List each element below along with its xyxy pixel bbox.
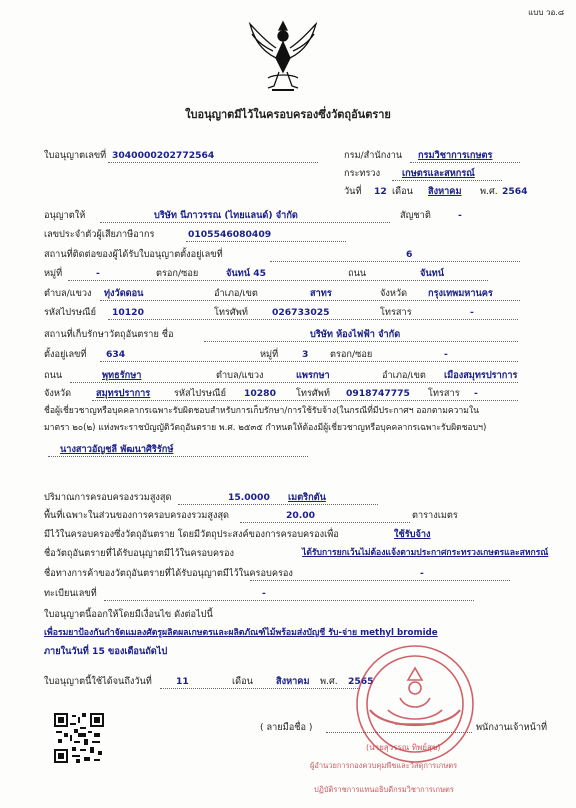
- storage-soi-value: -: [444, 349, 448, 360]
- ministry-label: กระทรวง: [344, 168, 381, 179]
- storage-phone-value: 0918747775: [346, 388, 410, 399]
- phone-label: โทรศัพท์: [214, 307, 248, 318]
- nationality-value: -: [458, 210, 462, 221]
- province-value: กรุงเทพมหานคร: [428, 288, 493, 299]
- dept-label: กรม/สำนักงาน: [344, 150, 403, 161]
- storage-district-label: อำเภอ/เขต: [382, 370, 426, 381]
- issue-day: 12: [374, 186, 387, 197]
- conditions-line1: เพื่อรมยาป้องกันกำจัดแมลงศัตรูผลิตผลเกษตรและผลิตภัณฑ์ไม้พร้อมส่งบัญชี รับ-จ่าย methyl bromide: [44, 628, 438, 638]
- subdistrict-label: ตำบล/แขวง: [44, 288, 92, 299]
- area-value: 20.00: [286, 510, 316, 521]
- address-label: สถานที่ติดต่อของผู้ได้รับใบอนุญาตตั้งอยู่เลขที่: [44, 249, 223, 260]
- taxid-value: 0105546080409: [188, 229, 272, 240]
- storage-postal-value: 10280: [244, 388, 276, 399]
- phone-value: 026733025: [272, 307, 330, 318]
- postal-label: รหัสไปรษณีย์: [44, 307, 96, 318]
- expiry-year-label: พ.ศ.: [320, 676, 338, 687]
- subdistrict-value: ทุ่งวัดดอน: [104, 288, 144, 299]
- license-number: 3040000202772564: [112, 150, 215, 161]
- garuda-emblem-icon: [246, 18, 320, 94]
- trade-name-label: ชื่อทางการค้าของวัตถุอันตรายที่ได้รับอนุญาตมีไว้ในครอบครอง: [44, 568, 293, 579]
- storage-address-number: 634: [106, 349, 126, 360]
- storage-province-value: สมุทรปราการ: [96, 388, 151, 399]
- quantity-label: ปริมาณการครอบครองรวมสูงสุด: [44, 492, 172, 503]
- fax-label: โทรสาร: [380, 307, 412, 318]
- quantity-unit: เมตริกตัน: [288, 492, 326, 503]
- license-number-label: ใบอนุญาตเลขที่: [44, 150, 107, 161]
- storage-moo-value: 3: [302, 349, 309, 360]
- date-label: วันที่: [344, 186, 362, 197]
- issue-year: 2564: [502, 186, 528, 197]
- district-value: สาทร: [310, 288, 332, 299]
- area-label: พื้นที่เฉพาะในส่วนของการครอบครองรวมสูงสุด: [44, 510, 230, 521]
- purpose-label: มีไว้ในครอบครองซึ่งวัตถุอันตราย โดยมีวัตถุประสงค์ของการครอบครองเพื่อ: [44, 529, 339, 540]
- storage-soi-label: ตรอก/ซอย: [330, 349, 373, 360]
- expiry-month-label: เดือน: [232, 676, 253, 687]
- document-title: ใบอนุญาตมีไว้ในครอบครองซึ่งวัตถุอันตราย: [185, 108, 391, 121]
- expiry-label: ใบอนุญาตนี้ใช้ได้จนถึงวันที่: [44, 676, 152, 687]
- nationality-label: สัญชาติ: [400, 210, 431, 221]
- registration-label: ทะเบียนเลขที่: [44, 588, 97, 599]
- storage-fax-label: โทรสาร: [428, 388, 460, 399]
- quantity-value: 15.0000: [228, 492, 270, 503]
- storage-postal-label: รหัสไปรษณีย์: [174, 388, 226, 399]
- soi-label: ตรอก/ซอย: [156, 268, 199, 279]
- road-label: ถนน: [348, 268, 367, 279]
- substance-value: ได้รับการยกเว้นไม่ต้องแจ้งตามประกาศกระทรวงเกษตรและสหกรณ์: [302, 548, 549, 558]
- storage-province-label: จังหวัด: [44, 388, 72, 399]
- storage-address-label: ตั้งอยู่เลขที่: [44, 349, 87, 360]
- supervisor-text-line1: ชื่อผู้เชี่ยวชาญหรือบุคคลากรเฉพาะรับผิดชอบสำหรับการเก็บรักษา/การใช้รับจ้าง(ในกรณีที่มีประกาศฯ ออกตามความใน: [44, 406, 480, 416]
- district-label: อำเภอ/เขต: [214, 288, 258, 299]
- seal-text-line3: ปฏิบัติราชการแทนอธิบดีกรมวิชาการเกษตร: [314, 785, 454, 794]
- storage-moo-label: หมู่ที่: [260, 349, 279, 360]
- ministry-value: เกษตรและสหกรณ์: [402, 168, 475, 179]
- supervisor-text-line2: มาตรา ๒๐(๒) แห่งพระราชบัญญัติวัตถุอันตราย พ.ศ. ๒๕๓๕ กำหนดให้ต้องมีผู้เชี่ยวชาญหรือบุคคลากรเฉพาะรับผิดชอบฯ): [44, 423, 487, 433]
- fax-value: -: [470, 307, 474, 318]
- conditions-line2: ภายในวันที่ 15 ของเดือนถัดไป: [44, 646, 168, 657]
- moo-value: -: [96, 268, 100, 279]
- issue-month: สิงหาคม: [428, 186, 462, 197]
- grantee-name: บริษัท นีภาวรรณ (ไทยแลนด์) จำกัด: [154, 210, 298, 221]
- storage-subdistrict-label: ตำบล/แขวง: [216, 370, 264, 381]
- area-unit: ตารางเมตร: [412, 510, 458, 521]
- storage-road-value: พุทธรักษา: [102, 370, 142, 381]
- month-label: เดือน: [392, 186, 413, 197]
- supervisor-name: นางสาวอัญชลี พัฒนาศิริรักษ์: [60, 444, 174, 455]
- province-label: จังหวัด: [380, 288, 408, 299]
- seal-text-line2: ผู้อำนวยการกองควบคุมพืชและวัสดุการเกษตร: [310, 761, 458, 770]
- soi-value: จันทน์ 45: [226, 268, 266, 279]
- qr-code-icon: [54, 713, 104, 763]
- trade-name-value: -: [420, 568, 424, 579]
- storage-road-label: ถนน: [44, 370, 63, 381]
- storage-fax-value: -: [474, 388, 478, 399]
- expiry-month: สิงหาคม: [276, 676, 310, 687]
- storage-district-value: เมืองสมุทรปราการ: [444, 370, 518, 381]
- substance-label: ชื่อวัตถุอันตรายที่ได้รับอนุญาตมีไว้ในครอบครอง: [44, 548, 234, 559]
- postal-value: 10120: [112, 307, 144, 318]
- storage-phone-label: โทรศัพท์: [296, 388, 330, 399]
- officer-label: พนักงานเจ้าหน้าที่: [476, 722, 548, 733]
- expiry-day: 11: [176, 676, 189, 687]
- moo-label: หมู่ที่: [44, 268, 63, 279]
- road-value: จันทน์: [420, 268, 445, 279]
- expiry-year: 2565: [348, 676, 374, 687]
- conditions-label: ใบอนุญาตนี้ออกให้โดยมีเงื่อนไข ดังต่อไปนี้: [44, 609, 213, 620]
- seal-text-line1: (นายสุวรรณ ทิพย์สุข): [366, 743, 441, 752]
- storage-name: บริษัท ห้องไฟฟ้า จำกัด: [310, 329, 401, 340]
- storage-subdistrict-value: แพรกษา: [296, 370, 330, 381]
- storage-label: สถานที่เก็บรักษาวัตถุอันตราย ชื่อ: [44, 329, 174, 340]
- registration-value: -: [262, 588, 266, 599]
- year-label: พ.ศ.: [480, 186, 498, 197]
- taxid-label: เลขประจำตัวผู้เสียภาษีอากร: [44, 229, 155, 240]
- dept-value: กรมวิชาการเกษตร: [418, 150, 493, 161]
- grantee-label: อนุญาตให้: [44, 210, 86, 221]
- address-number: 6: [406, 249, 413, 260]
- purpose-value: ใช้รับจ้าง: [394, 529, 431, 540]
- signature-label: ( ลายมือชื่อ ): [260, 722, 313, 733]
- form-code: แบบ วอ.๘: [528, 8, 564, 17]
